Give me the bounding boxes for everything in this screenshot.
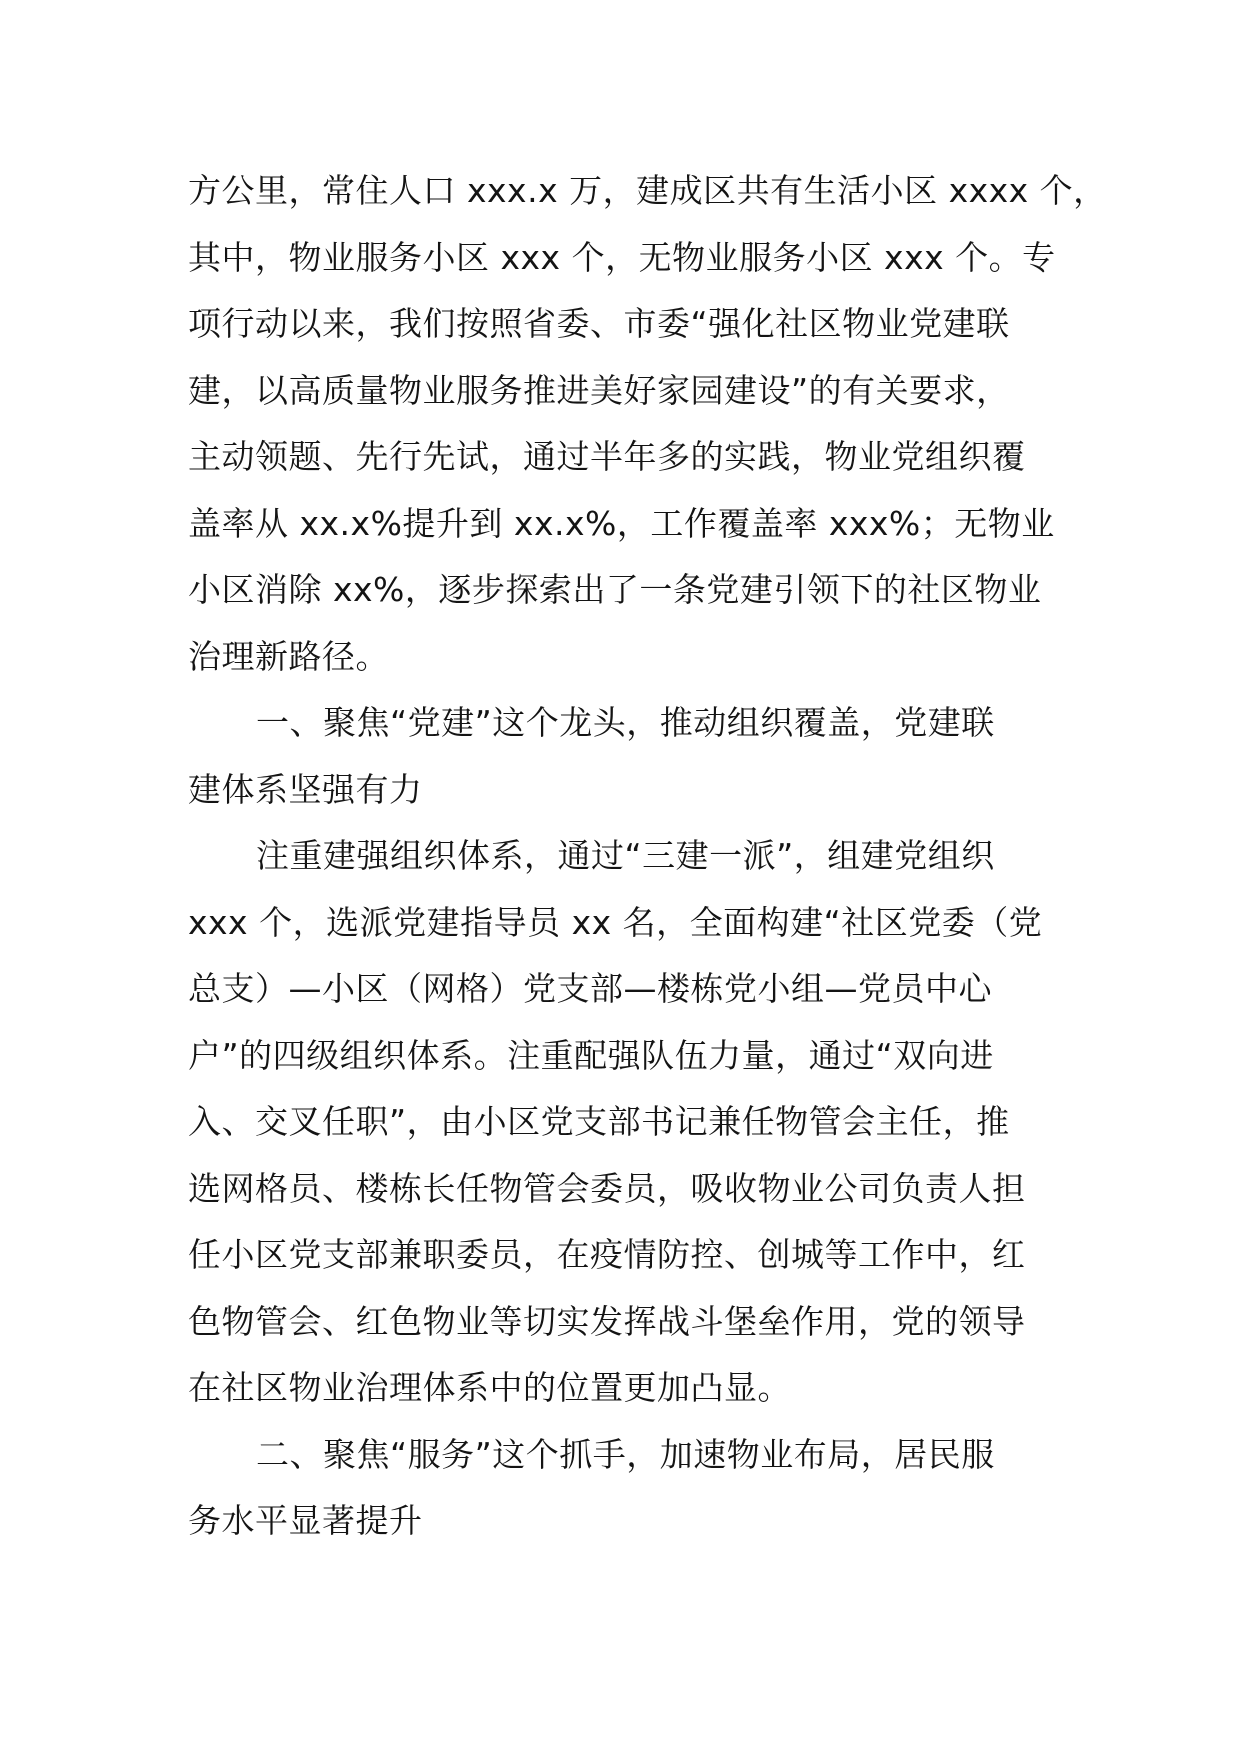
- text-line: 治理新路径。: [188, 636, 389, 676]
- text-line: 其中，物业服务小区 xxx 个，无物业服务小区 xxx 个。专: [188, 237, 1056, 277]
- text-line: 户”的四级组织体系。注重配强队伍力量，通过“双向进: [188, 1035, 994, 1075]
- text-line: 盖率从 xx.x%提升到 xx.x%，工作覆盖率 xxx%；无物业: [188, 503, 1055, 543]
- text-line: 色物管会、红色物业等切实发挥战斗堡垒作用，党的领导: [188, 1301, 1026, 1341]
- text-line: 建体系坚强有力: [188, 769, 423, 809]
- section-one-heading: [188, 690, 1063, 823]
- text-line: 任小区党支部兼职委员，在疫情防控、创城等工作中，红: [188, 1235, 1026, 1274]
- text-line: 建，以高质量物业服务推进美好家园建设”的有关要求，: [188, 370, 1010, 410]
- text-line: 在社区物业治理体系中的位置更加凸显。: [188, 1368, 791, 1407]
- text-line: 一、聚焦“党建”这个龙头，推动组织覆盖，党建联: [256, 703, 995, 742]
- text-line: 入、交叉任职”，由小区党支部书记兼任物管会主任，推: [188, 1102, 1010, 1141]
- text-line: 选网格员、楼栋长任物管会委员，吸收物业公司负责人担: [188, 1168, 1026, 1208]
- section-one-body: [188, 823, 1063, 1422]
- text-line: 方公里，常住人口 xxx.x 万，建成区共有生活小区 xxxx 个，: [188, 171, 1107, 210]
- text-line: 小区消除 xx%，逐步探索出了一条党建引领下的社区物业: [188, 570, 1042, 609]
- text-line: 注重建强组织体系，通过“三建一派”，组建党组织: [256, 836, 995, 875]
- section-two-heading: [188, 1422, 1063, 1555]
- document-body: [188, 158, 1107, 1555]
- text-line: xxx 个，选派党建指导员 xx 名，全面构建“社区党委（党: [188, 902, 1043, 942]
- text-line: 项行动以来，我们按照省委、市委“强化社区物业党建联: [188, 304, 1010, 343]
- intro-paragraph: [188, 158, 1107, 690]
- text-line: 务水平显著提升: [188, 1501, 423, 1540]
- text-line: 总支）—小区（网格）党支部—楼栋党小组—党员中心: [188, 969, 992, 1008]
- text-line: 二、聚焦“服务”这个抓手，加速物业布局，居民服: [256, 1434, 995, 1474]
- text-line: 主动领题、先行先试，通过半年多的实践，物业党组织覆: [188, 437, 1026, 476]
